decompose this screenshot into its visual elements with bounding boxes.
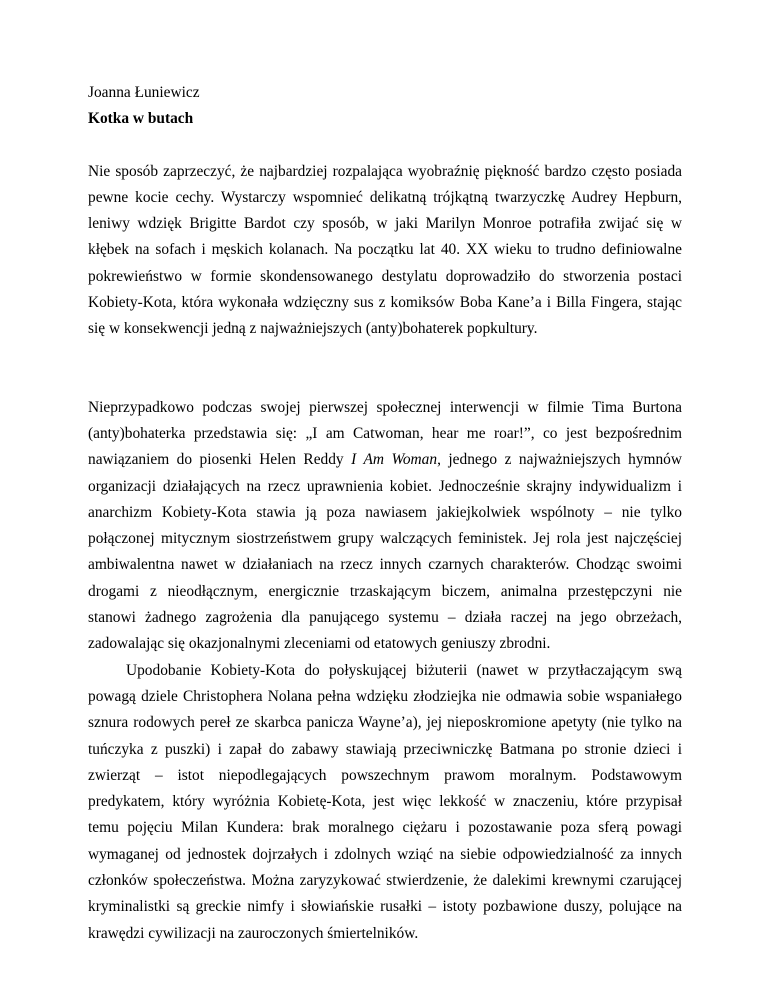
text-line: (anty)bohaterka przedstawia się: „I am Catwoman, hear me roar!”, co jest bezpośrednim (88, 424, 682, 442)
text-line: wymaganej od jednostek dojrzałych i zdolnych wziąć na siebie odpowiedzialność za innych (88, 845, 682, 863)
text-line: Nieprzypadkowo podczas swojej pierwszej społecznej interwencji w filmie Tima Burtona (88, 398, 682, 416)
text-line: leniwy wdzięk Brigitte Bardot czy sposób, w jaki Marilyn Monroe potrafiła zwijać się w (88, 215, 682, 233)
text-line: połączonej mitycznym siostrzeństwem grupy walczących feministek. Jej rola jest najczęściej (88, 530, 682, 548)
text-line: członków społeczeństwa. Można zaryzykować stwierdzenie, że dalekimi krewnymi czarującej (88, 872, 682, 890)
text-line: predykatem, który wyróżnia Kobietę-Kota, jest więc lekkość w znaczeniu, które przypisał (88, 793, 682, 811)
document-title: Kotka w butach (88, 110, 194, 128)
text-line: Upodobanie Kobiety-Kota do połyskującej biżuterii (nawet w przytłaczającym swą (126, 661, 682, 679)
text-line: pokrewieństwo w formie skondensowanego destylatu doprowadziło do stworzenia postaci (88, 267, 682, 285)
text-fragment: nawiązaniem do piosenki Helen Reddy (88, 451, 352, 469)
text-line: Kobiety-Kota, która wykonała wdzięczny sus z komiksów Boba Kane’a i Billa Fingera, stając (88, 294, 682, 312)
text-line-with-song-title (88, 447, 682, 473)
text-line: sznura rodowych pereł ze skarbca panicza Wayne’a), jej nieposkromione apetyty (nie tylko na (88, 714, 682, 732)
text-line: kłębek na sofach i męskich kolanach. Na początku lat 40. XX wieku to trudno definiowalne (88, 241, 682, 259)
text-line: krawędzi cywilizacji na zauroczonych śmiertelników. (88, 924, 419, 942)
author-name: Joanna Łuniewicz (88, 84, 200, 101)
text-line: zwierząt – istot niepodlegających powszechnym prawom moralnym. Podstawowym (88, 766, 682, 784)
text-line: tuńczyka z puszki) i zapał do zabawy stawiają przeciwniczkę Batmana po stronie dzieci i (88, 740, 682, 758)
text-line: kryminalistki są greckie nimfy i słowiańskie rusałki – istoty pozbawione duszy, polujące na (88, 898, 682, 916)
paragraph-3 (88, 658, 682, 947)
text-line: organizacji działających na rzecz uprawnienia kobiet. Jednocześnie skrajny indywidualizm i (88, 477, 682, 495)
text-line: Nie sposób zaprzeczyć, że najbardziej rozpalająca wyobraźnię piękność bardzo często posiada (88, 162, 682, 180)
text-line: się w konsekwencji jedną z najważniejszych (anty)bohaterek popkultury. (88, 320, 538, 338)
text-line: drogami z nieodłącznym, energicznie trzaskającym biczem, animalna przestępczyni nie (88, 582, 682, 600)
text-line: zadowalając się okazjonalnymi zleceniami od etatowych geniuszy zbrodni. (88, 635, 551, 653)
document-body (88, 80, 682, 947)
paragraph-1 (88, 159, 682, 343)
text-line: pewne kocie cechy. Wystarczy wspomnieć delikatną trójkątną twarzyczkę Audrey Hepburn, (88, 188, 682, 206)
text-fragment: , jednego z najważniejszych hymnów (437, 451, 682, 469)
text-line: temu pojęciu Milan Kundera: brak moralnego ciężaru i pozostawanie poza sferą powagi (88, 819, 682, 837)
text-line: stanowi żadnego zagrożenia dla panującego systemu – działa raczej na jego obrzeżach, (88, 609, 682, 627)
text-line: anarchizm Kobiety-Kota stawia ją poza nawiasem jakiejkolwiek wspólnoty – nie tylko (88, 503, 682, 521)
text-line: ambiwalentna nawet w działaniach na rzecz innych czarnych charakterów. Chodząc swoimi (88, 556, 682, 574)
paragraph-2 (88, 395, 682, 658)
text-line: powagą dziele Christophera Nolana pełna wdzięku złodziejka nie odmawia sobie wspaniałego (88, 687, 682, 705)
song-title: I Am Woman (351, 451, 438, 469)
